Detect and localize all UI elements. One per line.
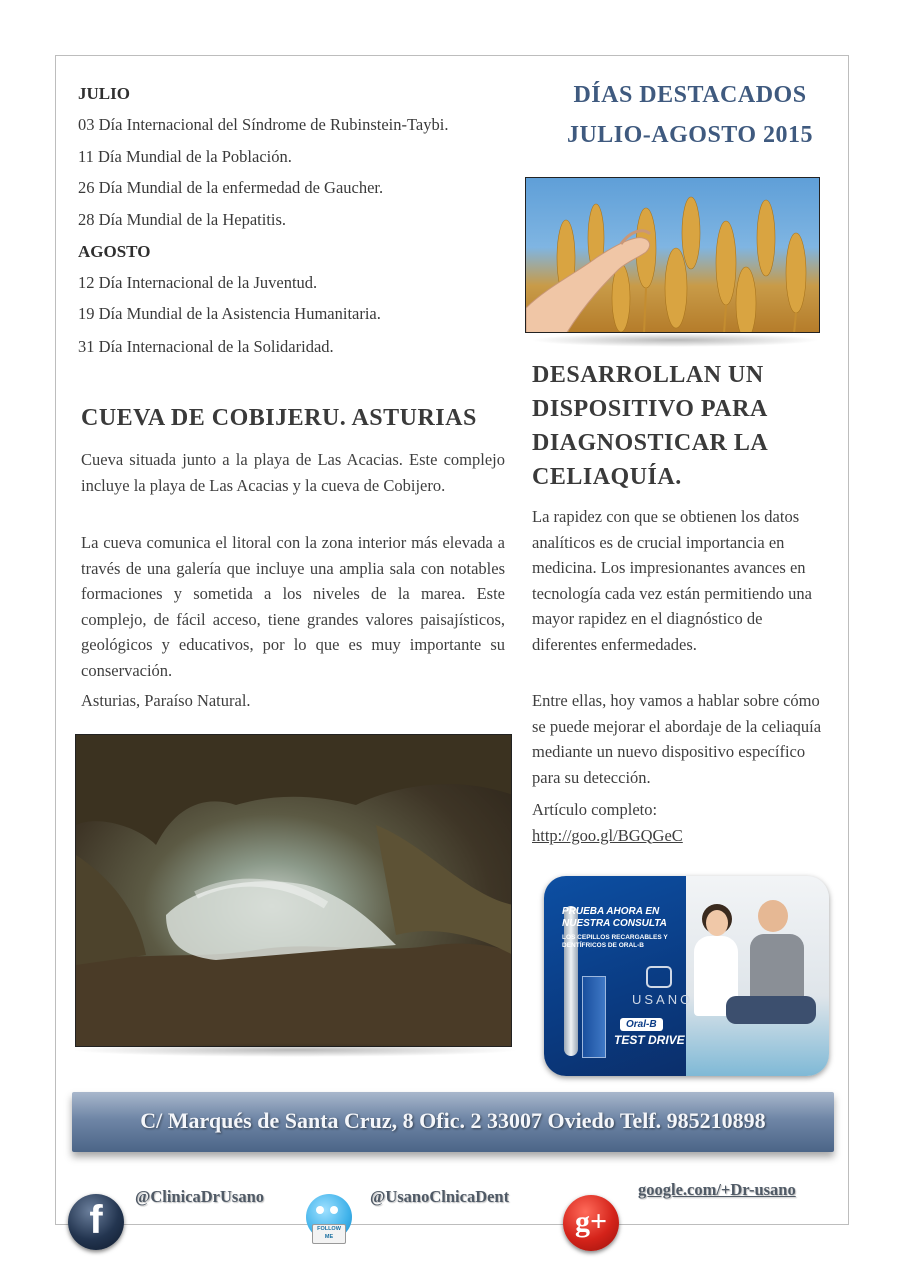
bird-eye-right bbox=[330, 1206, 338, 1214]
celiac-paragraph-1: La rapidez con que se obtienen los datos analíticos es de crucial importancia en medicina. Los impresionantes avances en tecnología cada vez están permitiendo una mayor rapidez en el diagnóstico de diferentes enfermedades. bbox=[532, 507, 812, 654]
link-prefix: Artículo completo: bbox=[532, 800, 658, 819]
day-item: 31 Día Internacional de la Solidaridad. bbox=[78, 337, 334, 356]
oral-b-promo-banner[interactable] bbox=[544, 876, 829, 1076]
twitter-handle[interactable]: @UsanoClnicaDent bbox=[370, 1187, 510, 1206]
celiac-paragraph-2: Entre ellas, hoy vamos a hablar sobre cómo se puede mejorar el abordaje de la celiaquía mediante un nuevo dispositivo específico para su detección. bbox=[532, 691, 822, 787]
promo-brand: USANO bbox=[632, 992, 694, 1007]
cave-paragraph-3: Asturias, Paraíso Natural. bbox=[81, 691, 251, 710]
month-label-august: AGOSTO bbox=[78, 242, 151, 261]
dentist-face bbox=[706, 910, 728, 936]
address-bar bbox=[72, 1092, 834, 1152]
patient-jeans bbox=[726, 996, 816, 1024]
title-line: CELIAQUÍA. bbox=[532, 464, 682, 490]
clinic-address: C/ Marqués de Santa Cruz, 8 Ofic. 2 33007 Oviedo Telf. 985210898 bbox=[140, 1108, 766, 1133]
toothpaste-box-icon bbox=[582, 976, 606, 1058]
day-item: 26 Día Mundial de la enfermedad de Gaucher. bbox=[78, 178, 384, 197]
google-plus-link[interactable]: google.com/+Dr-usano bbox=[638, 1180, 796, 1199]
cave-photo bbox=[75, 734, 512, 1047]
wheat-illustration bbox=[526, 178, 820, 333]
image-shadow bbox=[530, 333, 820, 347]
google-plus-letter: g+ bbox=[574, 1205, 608, 1238]
usano-logo-icon bbox=[646, 966, 672, 988]
promo-right-panel bbox=[686, 876, 829, 1076]
facebook-letter: f bbox=[89, 1198, 103, 1242]
article-link[interactable]: http://goo.gl/BGQGeC bbox=[532, 825, 683, 845]
bird-eye-left bbox=[316, 1206, 324, 1214]
cave-illustration bbox=[76, 735, 512, 1047]
promo-testdrive: TEST DRIVE bbox=[614, 1033, 685, 1047]
wheat-photo bbox=[525, 177, 820, 333]
page-title-line1: DÍAS DESTACADOS bbox=[573, 82, 807, 108]
title-line: DIAGNOSTICAR LA bbox=[532, 430, 769, 456]
follow-me-sign: FOLLOW ME bbox=[312, 1224, 346, 1244]
day-item: 28 Día Mundial de la Hepatitis. bbox=[78, 210, 287, 229]
patient-shirt bbox=[750, 934, 804, 1004]
promo-subline: LOS CEPILLOS RECARGABLES Y DENTÍFRICOS DE ORAL-B bbox=[562, 934, 668, 949]
image-shadow bbox=[70, 1043, 520, 1057]
day-item: 03 Día Internacional del Síndrome de Rubinstein-Taybi. bbox=[78, 115, 449, 134]
google-plus-icon[interactable] bbox=[563, 1195, 619, 1251]
promo-headline: PRUEBA AHORA EN NUESTRA CONSULTA bbox=[562, 906, 667, 929]
celiac-article-title bbox=[532, 358, 768, 494]
cave-article-title: CUEVA DE COBIJERU. ASTURIAS bbox=[81, 405, 477, 431]
facebook-icon[interactable] bbox=[68, 1194, 124, 1250]
page-title-line2: JULIO-AGOSTO 2015 bbox=[566, 122, 814, 148]
title-line: DESARROLLAN UN bbox=[532, 362, 764, 388]
cave-paragraph-1: Cueva situada junto a la playa de Las Acacias. Este complejo incluye la playa de Las Acacias y la cueva de Cobijero. bbox=[81, 450, 505, 495]
day-item: 11 Día Mundial de la Población. bbox=[78, 147, 292, 166]
twitter-bird-icon[interactable] bbox=[300, 1188, 358, 1250]
day-item: 19 Día Mundial de la Asistencia Humanitaria. bbox=[78, 304, 381, 323]
day-item: 12 Día Internacional de la Juventud. bbox=[78, 273, 318, 292]
patient-face bbox=[758, 900, 788, 932]
title-line: DISPOSITIVO PARA bbox=[532, 396, 768, 422]
celiac-article-link-paragraph bbox=[532, 797, 792, 848]
oral-b-logo: Oral-B bbox=[620, 1018, 663, 1031]
facebook-handle[interactable]: @ClinicaDrUsano bbox=[135, 1187, 265, 1206]
month-label-july: JULIO bbox=[78, 84, 130, 103]
cave-paragraph-2: La cueva comunica el litoral con la zona interior más elevada a través de una galería que incluye una amplia sala con notables formaciones y sometida a los niveles de la marea. Este complejo, de fácil acceso, tiene grandes valores paisajísticos, geológicos y educativos, por lo que es muy importante su conservación. bbox=[81, 533, 505, 680]
